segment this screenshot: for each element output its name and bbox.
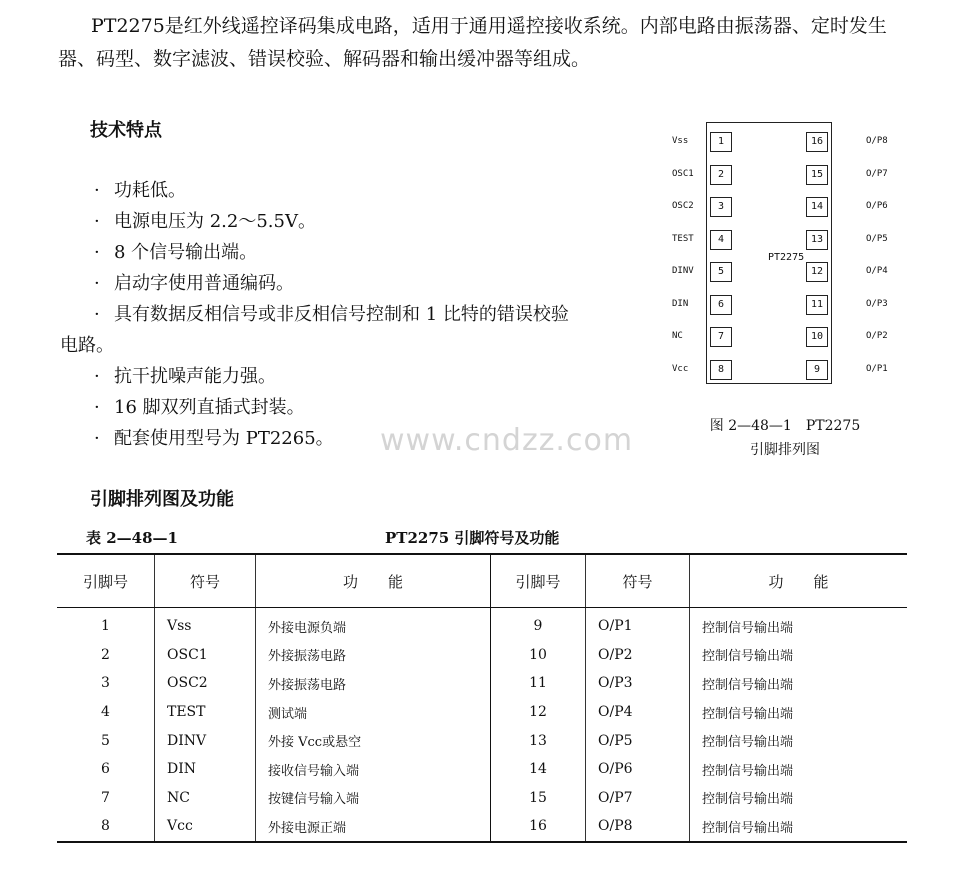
pin-section-heading: 引脚排列图及功能 [90,489,234,510]
cell-pin-no: 9 [491,608,586,641]
cell-pin-no: 7 [57,784,155,813]
cell-function: 控制信号输出端 [702,763,794,779]
chip-name: PT2275 [768,252,805,263]
feature-item: · 功耗低。 [94,180,186,201]
header-function: 功 能 [690,554,908,608]
features-heading: 技术特点 [90,120,162,141]
pin-label: DINV [672,266,694,276]
pin-label: OSC2 [672,201,694,211]
pin-label: NC [672,331,683,341]
figure-caption [690,414,880,462]
cell-symbol: O/P7 [586,784,690,813]
feature-item: · 16 脚双列直插式封装。 [94,397,305,418]
feature-item: · 电源电压为 2.2～5.5V。 [94,211,316,232]
pin-number-box: 9 [806,360,828,380]
cell-symbol: O/P8 [586,812,690,842]
pin-function-table [57,553,907,843]
cell-pin-no: 6 [57,755,155,784]
pin-label: O/P6 [866,201,888,211]
pin-number-box: 14 [806,197,828,217]
cell-pin-no: 5 [57,726,155,755]
cell-symbol: NC [155,784,256,813]
intro-text: PT2275是红外线遥控译码集成电路，适用于通用遥控接收系统。内部电路由振荡器、定时发生器、码型、数字滤波、错误校验、解码器和输出缓冲器等组成。 [58,15,887,70]
table-title: PT2275 引脚符号及功能 [385,529,560,547]
cell-function: 外接振荡电路 [256,641,491,670]
cell-pin-no: 16 [491,812,586,842]
cell-function: 控制信号输出端 [702,620,794,636]
pin-label: OSC1 [672,168,694,179]
cell-symbol: DIN [155,755,256,784]
feature-item: · 启动字使用普通编码。 [94,273,294,294]
pin-label: O/P1 [866,363,888,374]
cell-function: 控制信号输出端 [702,649,794,665]
table-row [57,608,907,641]
pin-number-box: 4 [710,230,732,250]
cell-symbol: O/P3 [586,669,690,698]
feature-item: · 具有数据反相信号或非反相信号控制和 1 比特的错误校验 [94,304,569,325]
cell-pin-no: 4 [57,698,155,727]
pin-label: Vss [672,136,689,146]
pin-number-box: 2 [710,165,732,185]
table-row [57,812,907,842]
table-row [57,641,907,670]
pin-number-box: 16 [806,132,828,152]
pin-number-box: 7 [710,327,732,347]
pin-label: O/P3 [866,298,888,309]
pin-label: Vcc [672,363,689,374]
table-row [57,755,907,784]
cell-pin-no: 3 [57,669,155,698]
feature-item: · 8 个信号输出端。 [94,242,258,263]
cell-symbol: O/P1 [586,608,690,641]
table-row [57,726,907,755]
cell-pin-no: 10 [491,641,586,670]
pin-number-box: 5 [710,262,732,282]
pin-number-box: 3 [710,197,732,217]
table-row [57,784,907,813]
cell-symbol: O/P5 [586,726,690,755]
cell-symbol: Vcc [155,812,256,842]
pin-number-box: 11 [806,295,828,315]
cell-function: 外接振荡电路 [256,669,491,698]
feature-item: · 抗干扰噪声能力强。 [94,366,276,387]
pin-number-box: 1 [710,132,732,152]
table-number: 表 2—48—1 [86,529,178,547]
pin-number-box: 13 [806,230,828,250]
cell-function: 控制信号输出端 [702,706,794,722]
cell-pin-no: 13 [491,726,586,755]
cell-function: 控制信号输出端 [702,820,794,836]
pin-number-box: 8 [710,360,732,380]
cell-function: 外接电源正端 [256,812,491,842]
cell-pin-no: 1 [57,608,155,641]
feature-continuation: 电路。 [60,335,114,356]
cell-symbol: O/P2 [586,641,690,670]
cell-function: 控制信号输出端 [702,792,794,808]
header-symbol: 符号 [155,554,256,608]
cell-pin-no: 14 [491,755,586,784]
pin-number-box: 15 [806,165,828,185]
cell-symbol: O/P6 [586,755,690,784]
header-function: 功 能 [256,554,491,608]
pin-label: O/P2 [866,331,888,341]
cell-function: 外接 Vcc或悬空 [256,726,491,755]
cell-function: 接收信号输入端 [256,755,491,784]
pin-number-box: 10 [806,327,828,347]
pin-number-box: 6 [710,295,732,315]
pin-label: O/P7 [866,168,888,179]
cell-symbol: Vss [155,608,256,641]
figure-caption-line2: 引脚排列图 [750,442,820,458]
cell-function: 测试端 [256,698,491,727]
pin-label: O/P4 [866,266,888,276]
cell-function: 控制信号输出端 [702,735,794,751]
pin-number-box: 12 [806,262,828,282]
pin-label: TEST [672,233,694,244]
figure-caption-line1: 图 2—48—1 PT2275 [709,418,861,434]
cell-function: 控制信号输出端 [702,677,794,693]
pin-label: O/P5 [866,233,888,244]
cell-symbol: O/P4 [586,698,690,727]
header-pin-no: 引脚号 [491,554,586,608]
cell-symbol: TEST [155,698,256,727]
header-pin-no: 引脚号 [57,554,155,608]
cell-symbol: OSC2 [155,669,256,698]
feature-item: · 配套使用型号为 PT2265。 [94,428,334,449]
intro-paragraph [58,10,918,76]
cell-symbol: DINV [155,726,256,755]
header-symbol: 符号 [586,554,690,608]
table-row [57,698,907,727]
cell-function: 按键信号输入端 [256,784,491,813]
cell-pin-no: 8 [57,812,155,842]
pin-label: O/P8 [866,136,888,146]
pin-label: DIN [672,298,689,309]
cell-function: 外接电源负端 [256,608,491,641]
table-header-row [57,554,907,608]
cell-pin-no: 2 [57,641,155,670]
watermark: www.cndzz.com [380,423,634,458]
cell-pin-no: 15 [491,784,586,813]
cell-pin-no: 11 [491,669,586,698]
cell-pin-no: 12 [491,698,586,727]
cell-symbol: OSC1 [155,641,256,670]
table-row [57,669,907,698]
feature-list [60,175,660,454]
